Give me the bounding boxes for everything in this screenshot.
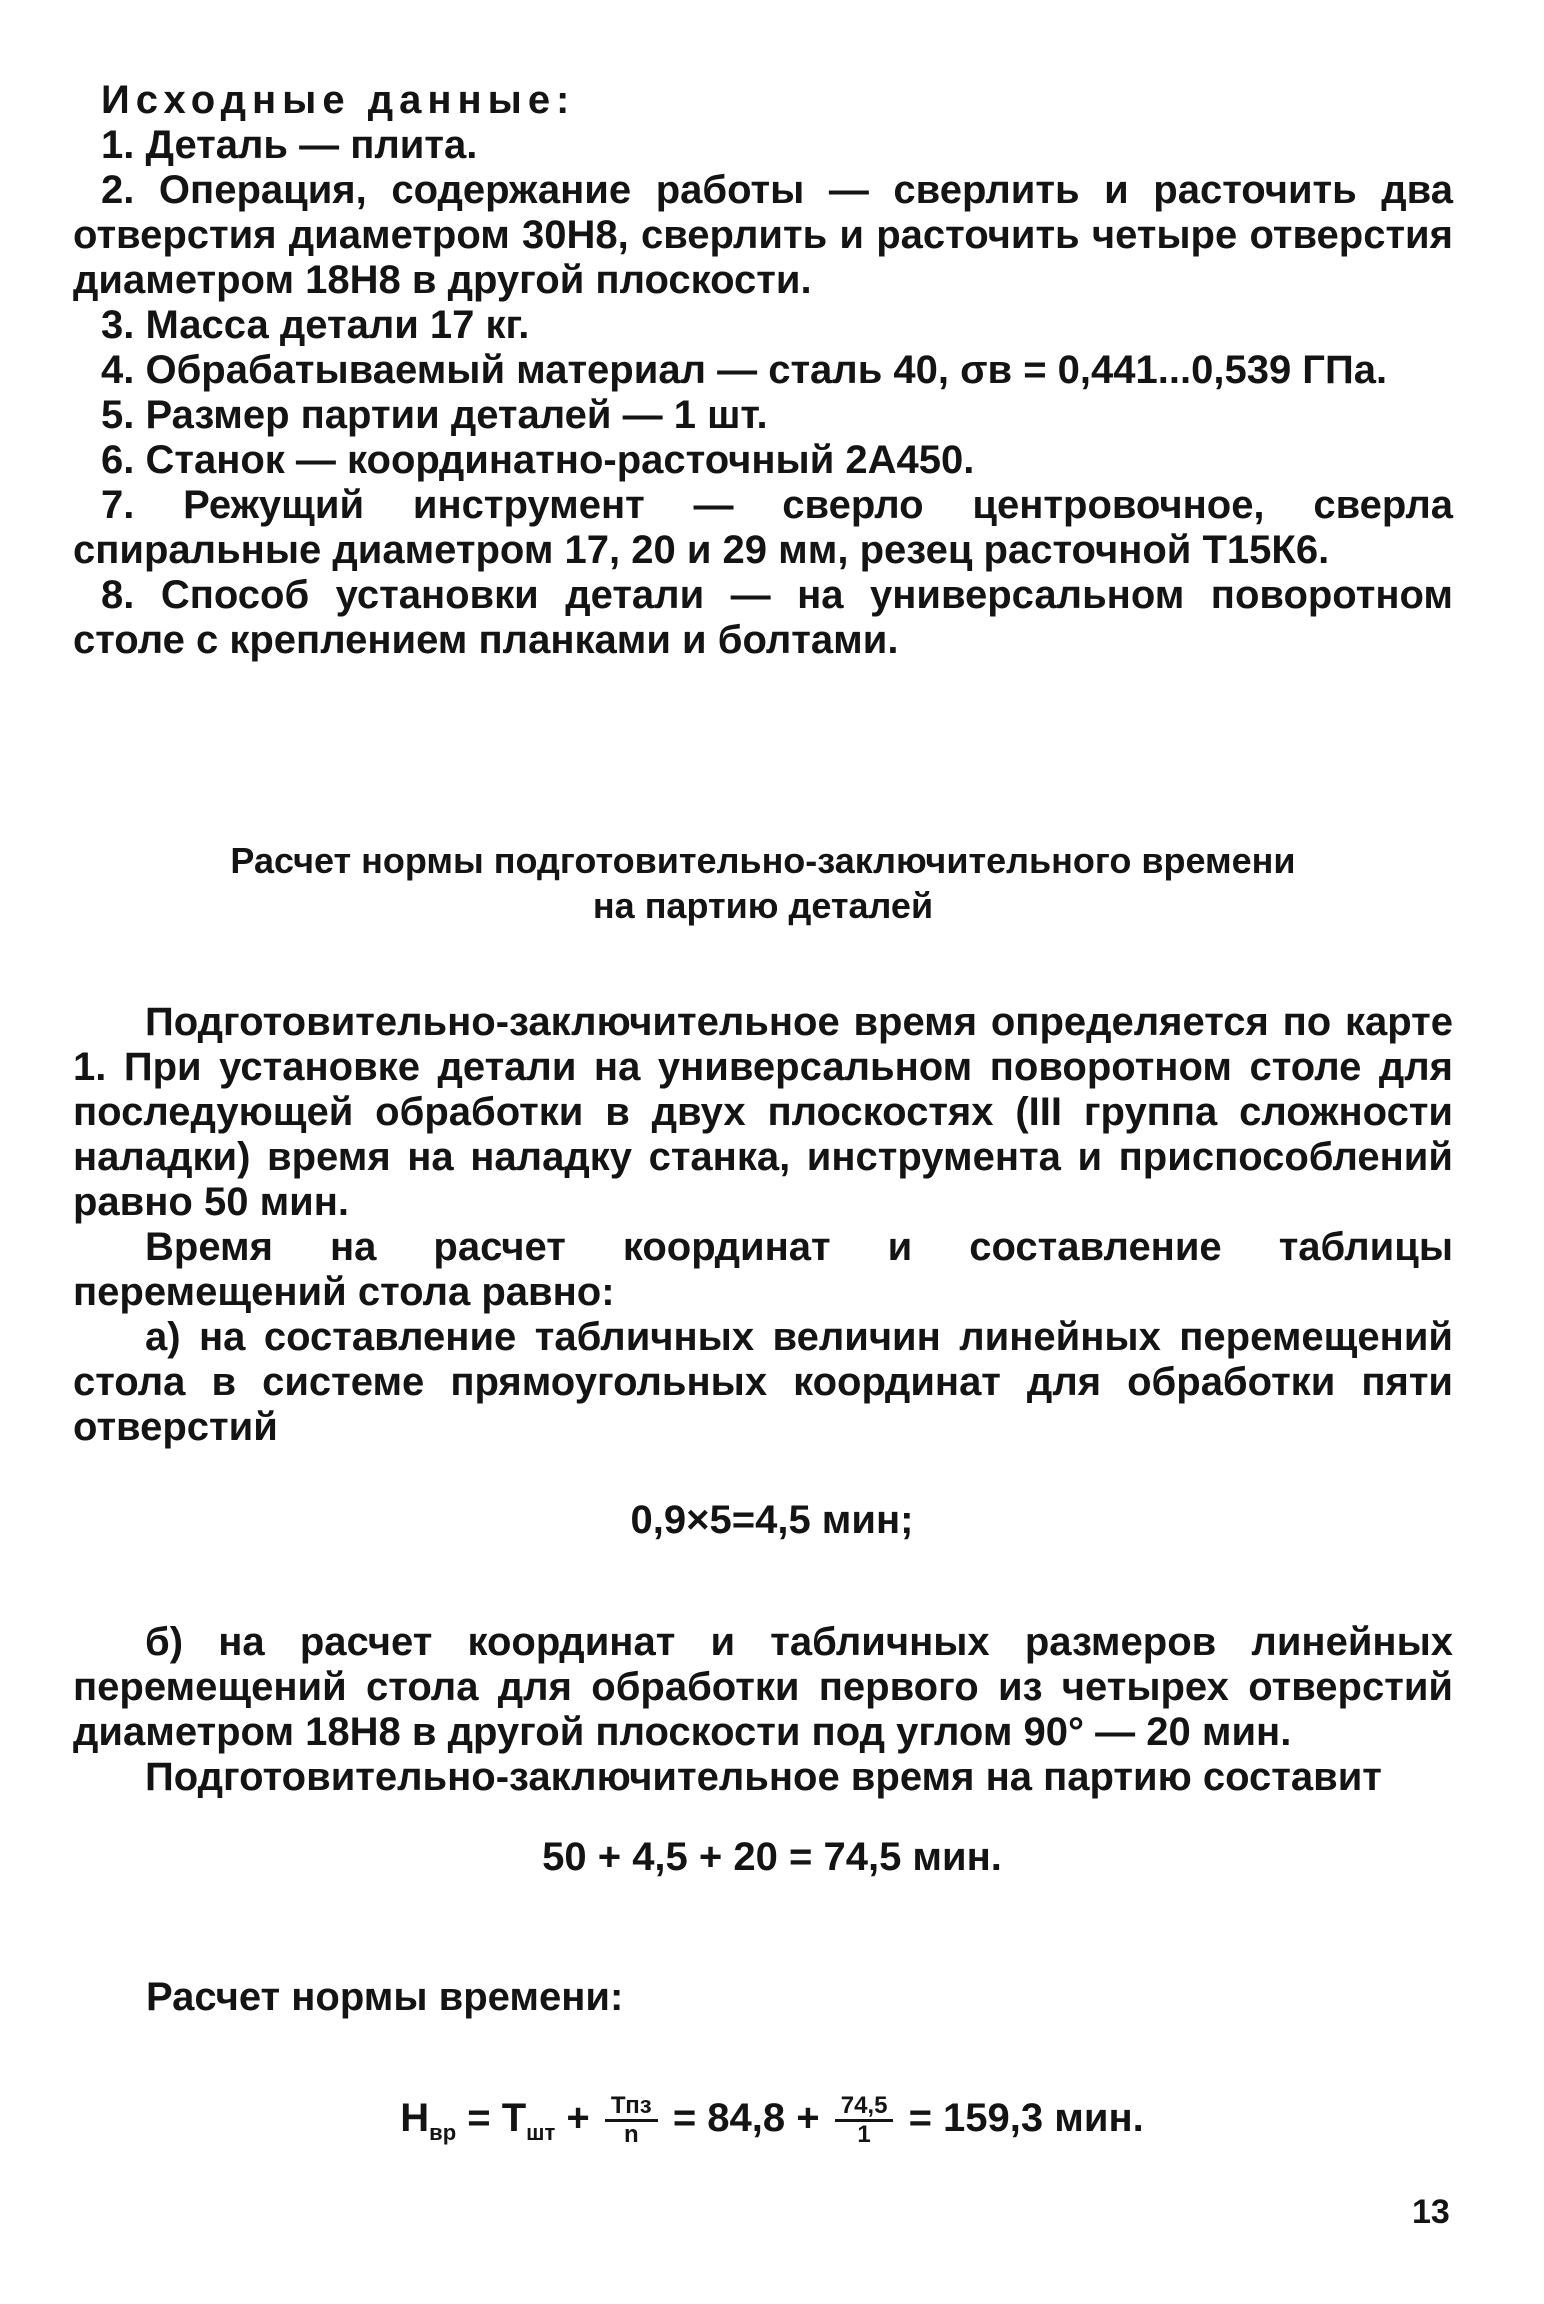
formula-term-1-sub: шт [526, 2120, 556, 2146]
paragraph: Подготовительно-заключительное время определяется по карте 1. При установке детали на универсальном поворотном столе для последующей обработки в двух плоскостях (III группа сложности наладки) время на наладку станка, инструмента и приспособлений равно 50 мин. [73, 1000, 1453, 1224]
list-item: 6. Станок — координатно-расточный 2А450. [101, 438, 975, 482]
section-title-line-1: Расчет нормы подготовительно-заключительного времени [230, 840, 1296, 881]
fraction-1 [605, 2093, 658, 2148]
list-item: 3. Масса детали 17 кг. [101, 303, 530, 347]
fraction-1-denominator: n [623, 2121, 639, 2148]
paragraph: а) на составление табличных величин линейных перемещений стола в системе прямоугольных координат для обработки пяти отверстий [73, 1315, 1453, 1449]
fraction-2 [835, 2093, 894, 2148]
initial-data-heading: Исходные данные: [101, 78, 576, 122]
formula-lhs: Н [400, 2096, 430, 2141]
formula-mid: = 84,8 + [672, 2096, 820, 2141]
list-item: 2. Операция, содержание работы — сверлить и расточить два отверстия диаметром 30Н8, сверлить и расточить четыре отверстия диаметром 18Н8 в другой плоскости. [73, 168, 1453, 302]
fraction-2-numerator: 74,5 [835, 2093, 894, 2122]
formula-2: 50 + 4,5 + 20 = 74,5 мин. [542, 1835, 1002, 1879]
initial-data-section [73, 78, 1453, 663]
body-text-1 [73, 1000, 1453, 1450]
page-number: 13 [1412, 2193, 1450, 2231]
paragraph: Подготовительно-заключительное время на партию составит [145, 1755, 1382, 1799]
formula-plus: + [566, 2096, 590, 2141]
body-text-2 [73, 1620, 1453, 1800]
formula-result: = 159,3 мин. [908, 2096, 1144, 2141]
time-norm-heading: Расчет нормы времени: [146, 1975, 624, 2019]
list-item: 5. Размер партии деталей — 1 шт. [101, 393, 768, 437]
list-item: 8. Способ установки детали — на универсальном поворотном столе с креплением планками и болтами. [73, 573, 1453, 662]
paragraph: б) на расчет координат и табличных размеров линейных перемещений стола для обработки первого из четырех отверстий диаметром 18Н8 в другой плоскости под углом 90° — 20 мин. [73, 1620, 1453, 1754]
fraction-1-numerator: Тпз [605, 2093, 658, 2122]
list-item: 1. Деталь — плита. [101, 123, 478, 167]
section-title [73, 838, 1453, 928]
list-item: 4. Обрабатываемый материал — сталь 40, σв = 0,441...0,539 ГПа. [101, 348, 1388, 392]
section-title-line-2: на партию деталей [592, 885, 934, 926]
formula-3 [0, 2093, 1544, 2155]
formula-lhs-sub: вр [429, 2120, 457, 2146]
formula-1: 0,9×5=4,5 мин; [630, 1498, 914, 1542]
paragraph: Время на расчет координат и составление таблицы перемещений стола равно: [73, 1225, 1453, 1314]
list-item: 7. Режущий инструмент — сверло центровочное, сверла спиральные диаметром 17, 20 и 29 мм, резец расточной Т15К6. [73, 483, 1453, 572]
fraction-2-denominator: 1 [857, 2121, 871, 2148]
formula-term-1: = Т [467, 2096, 527, 2141]
